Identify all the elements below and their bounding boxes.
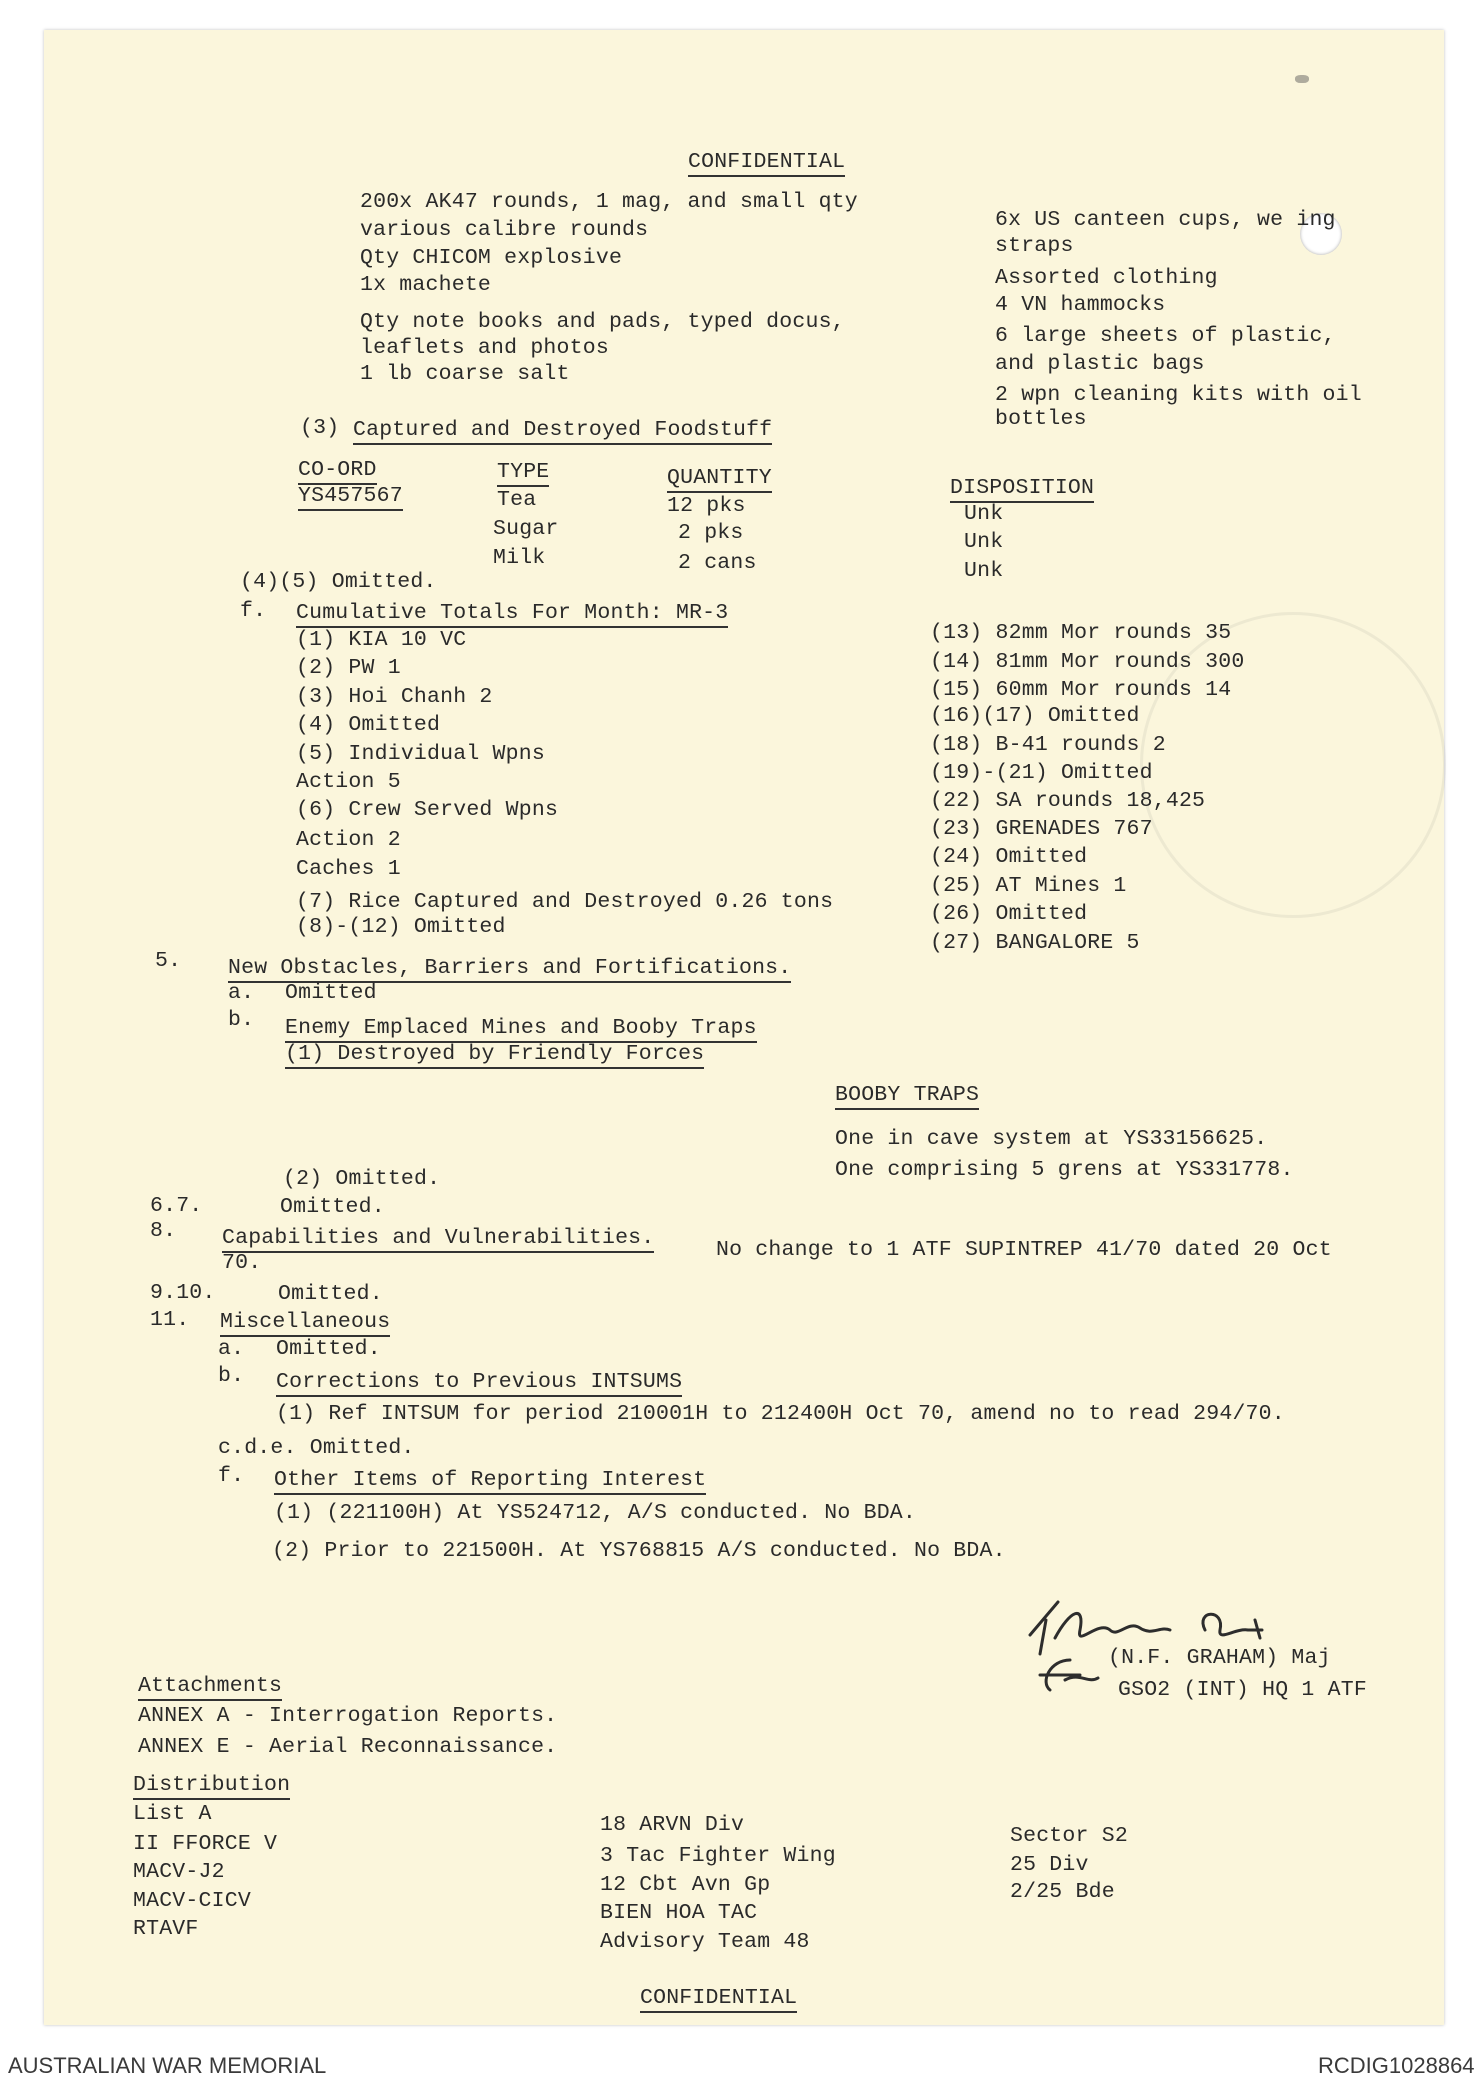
col-disp-header: DISPOSITION [950, 478, 1094, 503]
booby-trap-item: One comprising 5 grens at YS331778. [835, 1158, 1294, 1182]
food-qty: 2 cans [678, 551, 757, 575]
captured-item: various calibre rounds [360, 218, 649, 242]
captured-item: Assorted clothing [995, 266, 1218, 290]
attachment-item: ANNEX E - Aerial Reconnaissance. [138, 1735, 558, 1759]
cumulative-item: (1) KIA 10 VC [296, 628, 467, 652]
distribution-item: List A [133, 1802, 212, 1826]
section11-f-heading: Other Items of Reporting Interest [274, 1470, 706, 1495]
cumulative-item: (5) Individual Wpns [296, 742, 545, 766]
distribution-item: BIEN HOA TAC [600, 1901, 758, 1925]
distribution-item: MACV-J2 [133, 1860, 225, 1884]
cumulative-item: (24) Omitted [930, 845, 1088, 869]
captured-item: 1 lb coarse salt [360, 362, 570, 386]
cumulative-item: (8)-(12) Omitted [296, 915, 506, 939]
section5-a-text: Omitted [285, 981, 377, 1005]
food-disposition: Unk [964, 530, 1004, 554]
cumulative-item: (14) 81mm Mor rounds 300 [930, 650, 1245, 674]
captured-item: 6x US canteen cups, we ing [995, 208, 1336, 232]
section5-a-label: a. [228, 981, 255, 1005]
foodstuff-coord: YS457567 [298, 486, 403, 511]
food-type: Milk [493, 546, 546, 570]
cumulative-item: (19)-(21) Omitted [930, 761, 1153, 785]
captured-item: 200x AK47 rounds, 1 mag, and small qty [360, 190, 858, 214]
section11-a-text: Omitted. [276, 1337, 381, 1361]
section11-b-heading: Corrections to Previous INTSUMS [276, 1372, 682, 1397]
attachment-item: ANNEX A - Interrogation Reports. [138, 1704, 558, 1728]
section8-number: 8. [150, 1219, 177, 1243]
section8-heading: Capabilities and Vulnerabilities. [222, 1228, 654, 1253]
archive-id: RCDIG1028864 [1318, 2053, 1475, 2078]
cumulative-label: f. [240, 599, 267, 623]
foodstuff-heading: Captured and Destroyed Foodstuff [353, 420, 772, 445]
pencil-mark [1295, 75, 1309, 83]
captured-item: Qty note books and pads, typed docus, [360, 310, 845, 334]
section5-heading: New Obstacles, Barriers and Fortifications. [228, 958, 791, 983]
cumulative-item: (18) B-41 rounds 2 [930, 733, 1166, 757]
cumulative-item: (4) Omitted [296, 713, 441, 737]
cumulative-item: (27) BANGALORE 5 [930, 931, 1140, 955]
section11-f1: (1) (221100H) At YS524712, A/S conducted. No BDA. [274, 1501, 917, 1525]
distribution-item: 2/25 Bde [1010, 1880, 1115, 1904]
food-qty: 2 pks [678, 521, 744, 545]
section67-number: 6.7. [150, 1194, 203, 1218]
archive-source: AUSTRALIAN WAR MEMORIAL [8, 2053, 327, 2078]
section11-b-label: b. [218, 1364, 245, 1388]
captured-item: Qty CHICOM explosive [360, 246, 623, 270]
distribution-item: 3 Tac Fighter Wing [600, 1844, 836, 1868]
captured-item: bottles [995, 407, 1087, 431]
captured-item: leaflets and photos [360, 336, 609, 360]
distribution-heading: Distribution [133, 1775, 290, 1800]
distribution-item: MACV-CICV [133, 1889, 251, 1913]
section5-b-heading: Enemy Emplaced Mines and Booby Traps [285, 1018, 757, 1043]
section5-b2: (2) Omitted. [283, 1167, 441, 1191]
section5-b-label: b. [228, 1008, 255, 1032]
attachments-heading: Attachments [138, 1676, 282, 1701]
distribution-item: 18 ARVN Div [600, 1813, 745, 1837]
booby-traps-heading: BOOBY TRAPS [835, 1085, 979, 1110]
section11-f-label: f. [218, 1464, 245, 1488]
cumulative-item: (2) PW 1 [296, 656, 401, 680]
distribution-item: 12 Cbt Avn Gp [600, 1873, 771, 1897]
cumulative-item: (7) Rice Captured and Destroyed 0.26 tons [296, 890, 834, 914]
cumulative-item: Caches 1 [296, 857, 401, 881]
section910-number: 9.10. [150, 1281, 216, 1305]
section11-a-label: a. [218, 1337, 245, 1361]
captured-item: straps [995, 234, 1074, 258]
distribution-item: 25 Div [1010, 1853, 1089, 1877]
booby-trap-item: One in cave system at YS33156625. [835, 1127, 1268, 1151]
foodstuff-number: (3) [300, 416, 340, 440]
cumulative-item: (16)(17) Omitted [930, 704, 1140, 728]
section5-b1: (1) Destroyed by Friendly Forces [285, 1044, 704, 1069]
captured-item: 2 wpn cleaning kits with oil [995, 383, 1362, 407]
captured-item: 4 VN hammocks [995, 293, 1166, 317]
food-disposition: Unk [964, 502, 1004, 526]
distribution-item: Advisory Team 48 [600, 1930, 810, 1954]
cumulative-item: Action 2 [296, 828, 401, 852]
section11-cde: c.d.e. Omitted. [218, 1436, 415, 1460]
section910-text: Omitted. [278, 1282, 383, 1306]
food-qty: 12 pks [667, 494, 746, 518]
cumulative-item: (22) SA rounds 18,425 [930, 789, 1206, 813]
col-type-header: TYPE [497, 462, 549, 487]
cumulative-item: (25) AT Mines 1 [930, 874, 1127, 898]
section11-heading: Miscellaneous [220, 1312, 390, 1337]
cumulative-item: Action 5 [296, 770, 401, 794]
distribution-item: RTAVF [133, 1917, 199, 1941]
captured-item: and plastic bags [995, 352, 1205, 376]
section8-text: No change to 1 ATF SUPINTREP 41/70 dated 20 Oct [716, 1238, 1332, 1262]
cumulative-item: (3) Hoi Chanh 2 [296, 685, 493, 709]
section5-number: 5. [155, 949, 182, 973]
cumulative-item: (15) 60mm Mor rounds 14 [930, 678, 1232, 702]
section11-f2: (2) Prior to 221500H. At YS768815 A/S conducted. No BDA. [272, 1539, 1006, 1563]
section8-text-cont: 70. [222, 1251, 262, 1275]
cumulative-item: (6) Crew Served Wpns [296, 798, 559, 822]
captured-item: 1x machete [360, 273, 492, 297]
section67-text: Omitted. [280, 1195, 385, 1219]
captured-item: 6 large sheets of plastic, [995, 324, 1336, 348]
signature-title: GSO2 (INT) HQ 1 ATF [1118, 1678, 1367, 1702]
cumulative-item: (13) 82mm Mor rounds 35 [930, 621, 1232, 645]
section11-b1: (1) Ref INTSUM for period 210001H to 212400H Oct 70, amend no to read 294/70. [276, 1402, 1285, 1426]
food-type: Tea [497, 488, 537, 512]
cumulative-heading: Cumulative Totals For Month: MR-3 [296, 603, 728, 628]
col-qty-header: QUANTITY [667, 468, 772, 493]
food-type: Sugar [493, 517, 559, 541]
food-disposition: Unk [964, 559, 1004, 583]
cumulative-item: (26) Omitted [930, 902, 1088, 926]
footer-classification: CONFIDENTIAL [640, 1988, 797, 2013]
distribution-item: Sector S2 [1010, 1824, 1128, 1848]
header-classification: CONFIDENTIAL [688, 152, 845, 177]
cumulative-item: (23) GRENADES 767 [930, 817, 1153, 841]
col-coord-header: CO-ORD [298, 460, 377, 485]
section11-number: 11. [150, 1308, 190, 1332]
omitted-4-5: (4)(5) Omitted. [240, 570, 437, 594]
distribution-item: II FFORCE V [133, 1832, 278, 1856]
signature-name: (N.F. GRAHAM) Maj [1108, 1646, 1331, 1670]
